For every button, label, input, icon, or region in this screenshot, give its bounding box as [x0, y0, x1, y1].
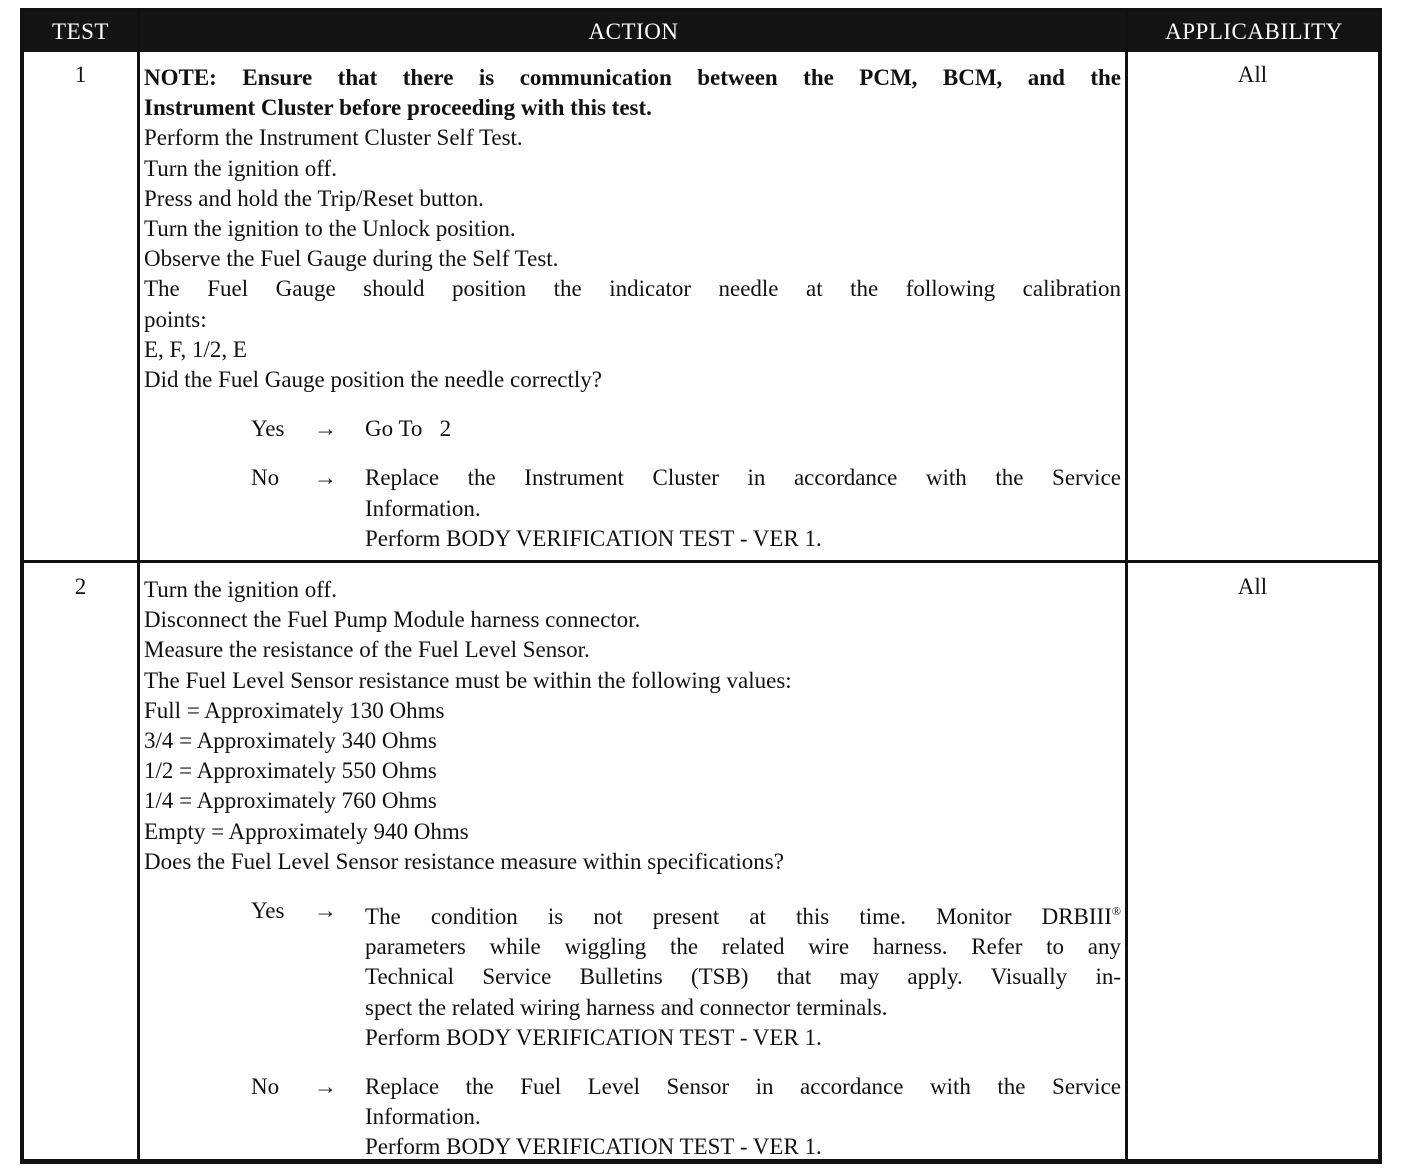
response-line: Replace the Instrument Cluster in accordance with the Service	[365, 465, 1121, 491]
row-divider	[24, 560, 1378, 563]
response-line: Perform BODY VERIFICATION TEST - VER 1.	[365, 1134, 822, 1160]
step: Full = Approximately 130 Ohms	[144, 697, 445, 723]
step: The Fuel Gauge should position the indicator needle at the following calibration	[144, 276, 1121, 302]
response-line: Go To 2	[365, 416, 452, 442]
step: Disconnect the Fuel Pump Module harness connector.	[144, 607, 641, 633]
response-text: The condition is not present at this time. Monitor DRBIII	[365, 904, 1112, 930]
step: Press and hold the Trip/Reset button.	[144, 185, 484, 211]
response-line: Perform BODY VERIFICATION TEST - VER 1.	[365, 525, 822, 551]
step: Measure the resistance of the Fuel Level Sensor.	[144, 637, 590, 663]
step: E, F, 1/2, E	[144, 336, 247, 362]
yes-label: Yes	[251, 416, 285, 442]
step: Turn the ignition off.	[144, 155, 337, 181]
header-test: TEST	[52, 19, 109, 44]
response-line: Information.	[365, 495, 481, 521]
registered-mark: ®	[1111, 904, 1121, 919]
action-2	[144, 575, 1121, 1163]
step: Perform the Instrument Cluster Self Test.	[144, 125, 523, 151]
response-line: Information.	[365, 1104, 481, 1130]
step: Does the Fuel Level Sensor resistance measure within specifications?	[144, 848, 784, 874]
step: Turn the ignition off.	[144, 577, 337, 602]
applicability-1: All	[1237, 62, 1268, 87]
step: Observe the Fuel Gauge during the Self Test.	[144, 246, 559, 272]
response-line: Replace the Fuel Level Sensor in accordance with the Service	[365, 1074, 1121, 1100]
arrow-icon: →	[314, 416, 337, 442]
response-line: parameters while wiggling the related wire harness. Refer to any	[365, 934, 1121, 960]
arrow-icon: →	[314, 898, 337, 924]
table-header	[24, 12, 1378, 52]
step: The Fuel Level Sensor resistance must be within the following values:	[144, 667, 792, 693]
response-line: spect the related wiring harness and connector terminals.	[365, 994, 888, 1020]
yes-label: Yes	[251, 898, 285, 924]
step: 1/4 = Approximately 760 Ohms	[144, 788, 437, 814]
action-1	[144, 63, 1121, 554]
header-action: ACTION	[588, 19, 679, 44]
no-response	[144, 463, 1121, 554]
applicability-2: All	[1237, 574, 1268, 599]
arrow-icon: →	[314, 1074, 337, 1100]
diagnostic-table	[20, 8, 1382, 1164]
step: Did the Fuel Gauge position the needle correctly?	[144, 367, 602, 393]
step: Empty = Approximately 940 Ohms	[144, 818, 469, 844]
step: Turn the ignition to the Unlock position.	[144, 216, 516, 242]
step: 1/2 = Approximately 550 Ohms	[144, 758, 437, 784]
yes-response	[144, 896, 1121, 1053]
test-number-2: 2	[74, 574, 87, 599]
yes-response	[144, 414, 1121, 444]
test-number-1: 1	[74, 62, 87, 87]
header-applicability: APPLICABILITY	[1165, 19, 1343, 44]
no-response	[144, 1072, 1121, 1163]
step: points:	[144, 306, 207, 332]
note-line: NOTE: Ensure that there is communication between the PCM, BCM, and the	[144, 65, 1121, 90]
no-label: No	[251, 465, 280, 491]
column-divider	[137, 12, 140, 1159]
step: 3/4 = Approximately 340 Ohms	[144, 728, 437, 754]
no-label: No	[251, 1074, 280, 1100]
response-line: Technical Service Bulletins (TSB) that may apply. Visually in-	[365, 964, 1121, 990]
note-line: Instrument Cluster before proceeding with this test.	[144, 95, 652, 121]
response-line: Perform BODY VERIFICATION TEST - VER 1.	[365, 1024, 822, 1050]
arrow-icon: →	[314, 465, 337, 491]
response-line	[365, 896, 1121, 932]
